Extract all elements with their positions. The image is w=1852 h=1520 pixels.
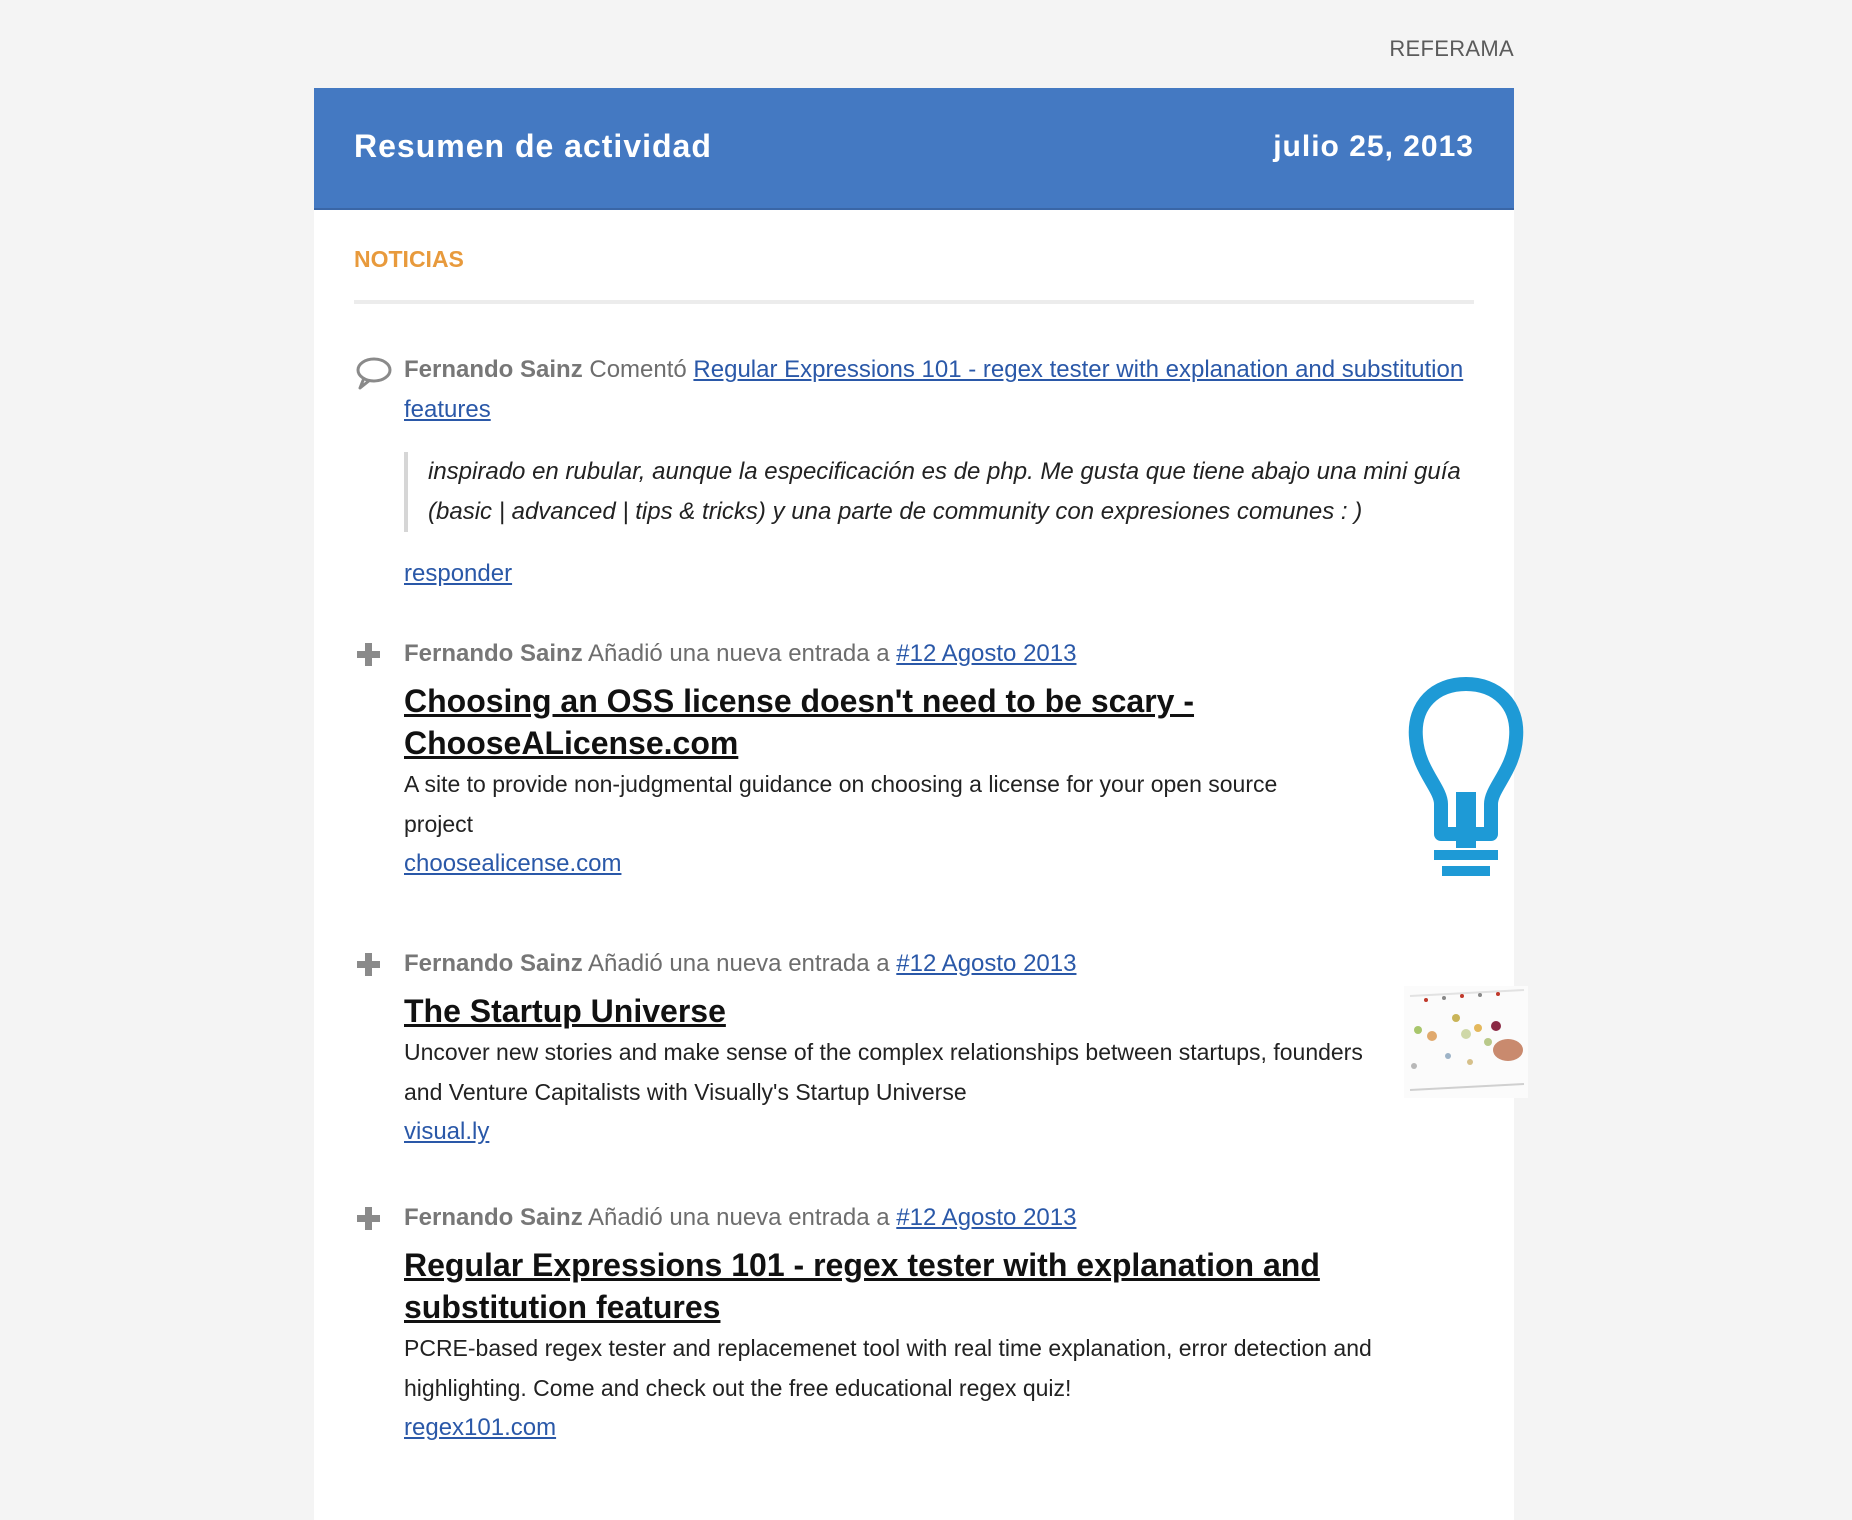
entry-meta (404, 1198, 1464, 1238)
entry-action: Añadió una nueva entrada a (588, 950, 890, 977)
lightbulb-icon[interactable] (1404, 674, 1528, 883)
author-name: Fernando Sainz (404, 640, 583, 667)
entry-title-link[interactable]: Regular Expressions 101 - regex tester with explanation and substitution features (404, 1247, 1320, 1325)
plus-icon (354, 950, 394, 986)
comment-target-link[interactable]: Regular Expressions 101 - regex tester with explanation and substitution features (404, 356, 1464, 423)
entry-body (404, 1198, 1464, 1448)
speech-bubble-icon (354, 356, 394, 392)
header-date: julio 25, 2013 (1273, 130, 1474, 163)
author-name: Fernando Sainz (404, 1204, 583, 1231)
collection-link[interactable]: #12 Agosto 2013 (896, 640, 1077, 667)
bubble-chart-thumbnail[interactable] (1404, 986, 1528, 1103)
entry-description: A site to provide non-judgmental guidance on choosing a license for your open source project (404, 771, 1278, 837)
entry-action: Añadió una nueva entrada a (588, 1204, 890, 1231)
author-name: Fernando Sainz (404, 950, 583, 977)
entry-url-link[interactable]: choosealicense.com (404, 850, 622, 877)
collection-link[interactable]: #12 Agosto 2013 (896, 1204, 1077, 1231)
entry-body (404, 944, 1364, 1152)
comment-quote: inspirado en rubular, aunque la especificación es de php. Me gusta que tiene abajo una mini guía (basic | advanced | tips & tricks) y una parte de community con expresiones comunes : ) (404, 452, 1468, 532)
entry-title-link[interactable]: The Startup Universe (404, 993, 726, 1029)
plus-icon (354, 640, 394, 676)
entry-description: PCRE-based regex tester and replacemenet tool with real time explanation, error detection and highlighting. Come and check out the free educational regex quiz! (404, 1335, 1372, 1401)
entry-url-link[interactable]: regex101.com (404, 1414, 557, 1441)
author-name: Fernando Sainz (404, 356, 583, 383)
comment-meta (404, 350, 1464, 430)
activity-card (314, 88, 1514, 1520)
reply-link[interactable]: responder (404, 560, 513, 587)
plus-icon (354, 1204, 394, 1240)
collection-link[interactable]: #12 Agosto 2013 (896, 950, 1077, 977)
page-title: Resumen de actividad (354, 128, 712, 164)
comment-action: Comentó (589, 356, 687, 383)
entry-meta (404, 944, 1364, 984)
brand-name[interactable]: REFERAMA (1389, 36, 1514, 61)
entry-description: Uncover new stories and make sense of the complex relationships between startups, founders and Venture Capitalists with Visually's Startup Universe (404, 1039, 1363, 1105)
entry-body (404, 634, 1304, 884)
entry-action: Añadió una nueva entrada a (588, 640, 890, 667)
section-divider (354, 300, 1474, 304)
entry-meta (404, 634, 1304, 674)
entry-url-link[interactable]: visual.ly (404, 1118, 490, 1145)
section-title: NOTICIAS (354, 246, 464, 272)
comment-body (404, 350, 1464, 594)
header-bar (314, 88, 1514, 210)
entry-title-link[interactable]: Choosing an OSS license doesn't need to be scary - ChooseALicense.com (404, 683, 1195, 761)
